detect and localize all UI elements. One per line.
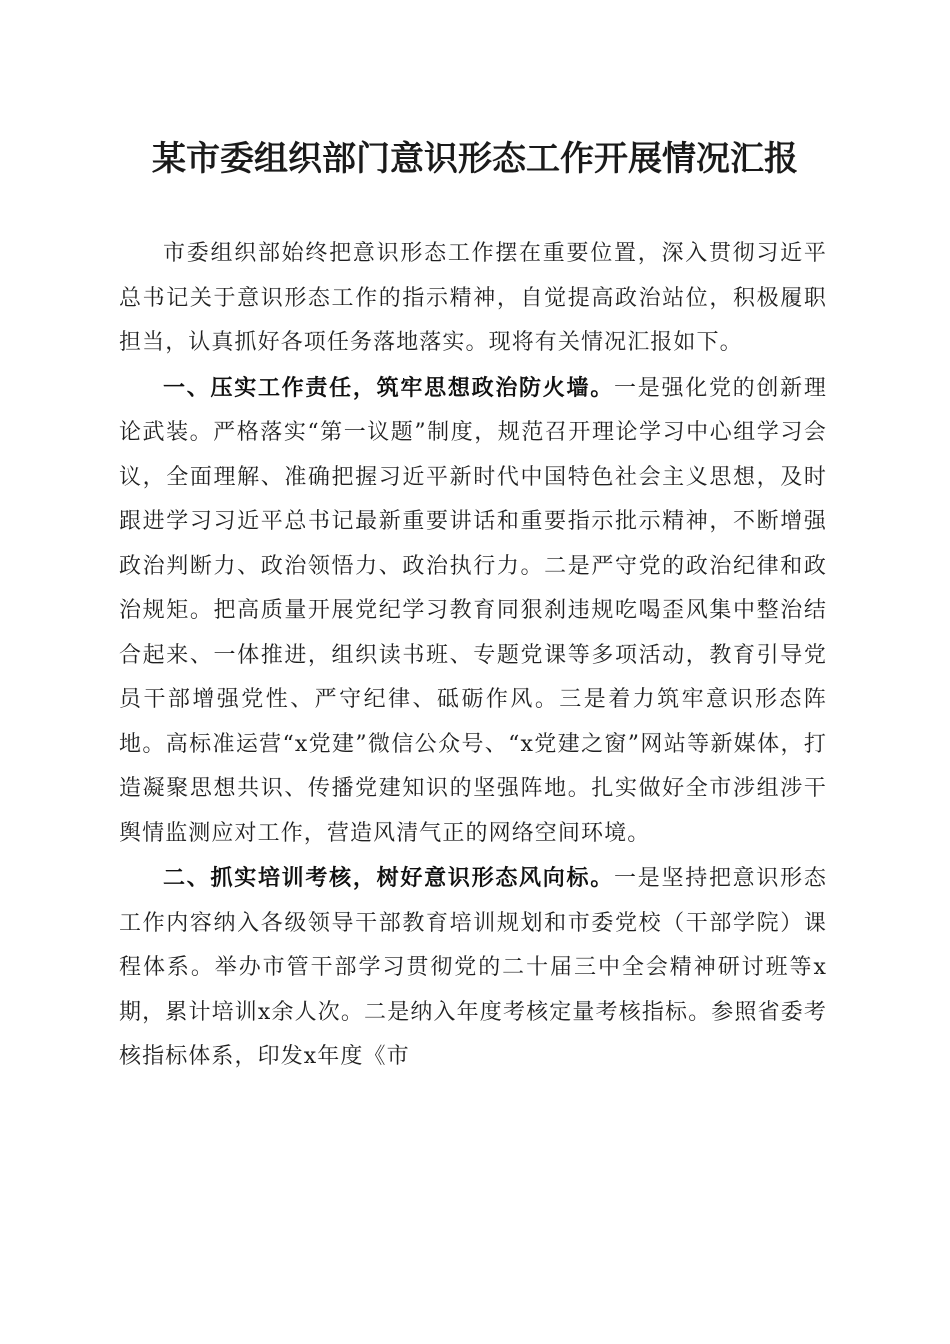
intro-text: 市委组织部始终把意识形态工作摆在重要位置，深入贯彻习近平总书记关于意识形态工作的指示精神，自觉提高政治站位，积极履职担当，认真抓好各项任务落地落实。现将有关情况汇报如下。 — [119, 241, 827, 355]
intro-paragraph — [119, 232, 827, 366]
section-2-paragraph — [119, 856, 827, 1080]
section-1-paragraph — [119, 366, 827, 857]
section-1-text: 一是强化党的创新理论武装。严格落实“第一议题”制度，规范召开理论学习中心组学习会议，全面理解、准确把握习近平新时代中国特色社会主义思想，及时跟进学习习近平总书记最新重要讲话和重要指示批示精神，不断增强政治判断力、政治领悟力、政治执行力。二是严守党的政治纪律和政治规矩。把高质量开展党纪学习教育同狠刹违规吃喝歪风集中整治结合起来、一体推进，组织读书班、专题党课等多项活动，教育引导党员干部增强党性、严守纪律、砥砺作风。三是着力筑牢意识形态阵地。高标准运营“x党建”微信公众号、“x党建之窗”网站等新媒体，打造凝聚思想共识、传播党建知识的坚强阵地。扎实做好全市涉组涉干舆情监测应对工作，营造风清气正的网络空间环境。 — [119, 375, 827, 846]
section-2-text: 一是坚持把意识形态工作内容纳入各级领导干部教育培训规划和市委党校（干部学院）课程体系。举办市管干部学习贯彻党的二十届三中全会精神研讨班等x期，累计培训x余人次。二是纳入年度考核定量考核指标。参照省委考核指标体系，印发x年度《市 — [119, 866, 827, 1069]
document-title: 某市委组织部门意识形态工作开展情况汇报 — [152, 139, 798, 179]
section-2-heading: 二、抓实培训考核，树好意识形态风向标。 — [163, 865, 614, 891]
section-1-heading: 一、压实工作责任，筑牢思想政治防火墙。 — [163, 374, 614, 401]
document-body — [119, 232, 827, 1080]
